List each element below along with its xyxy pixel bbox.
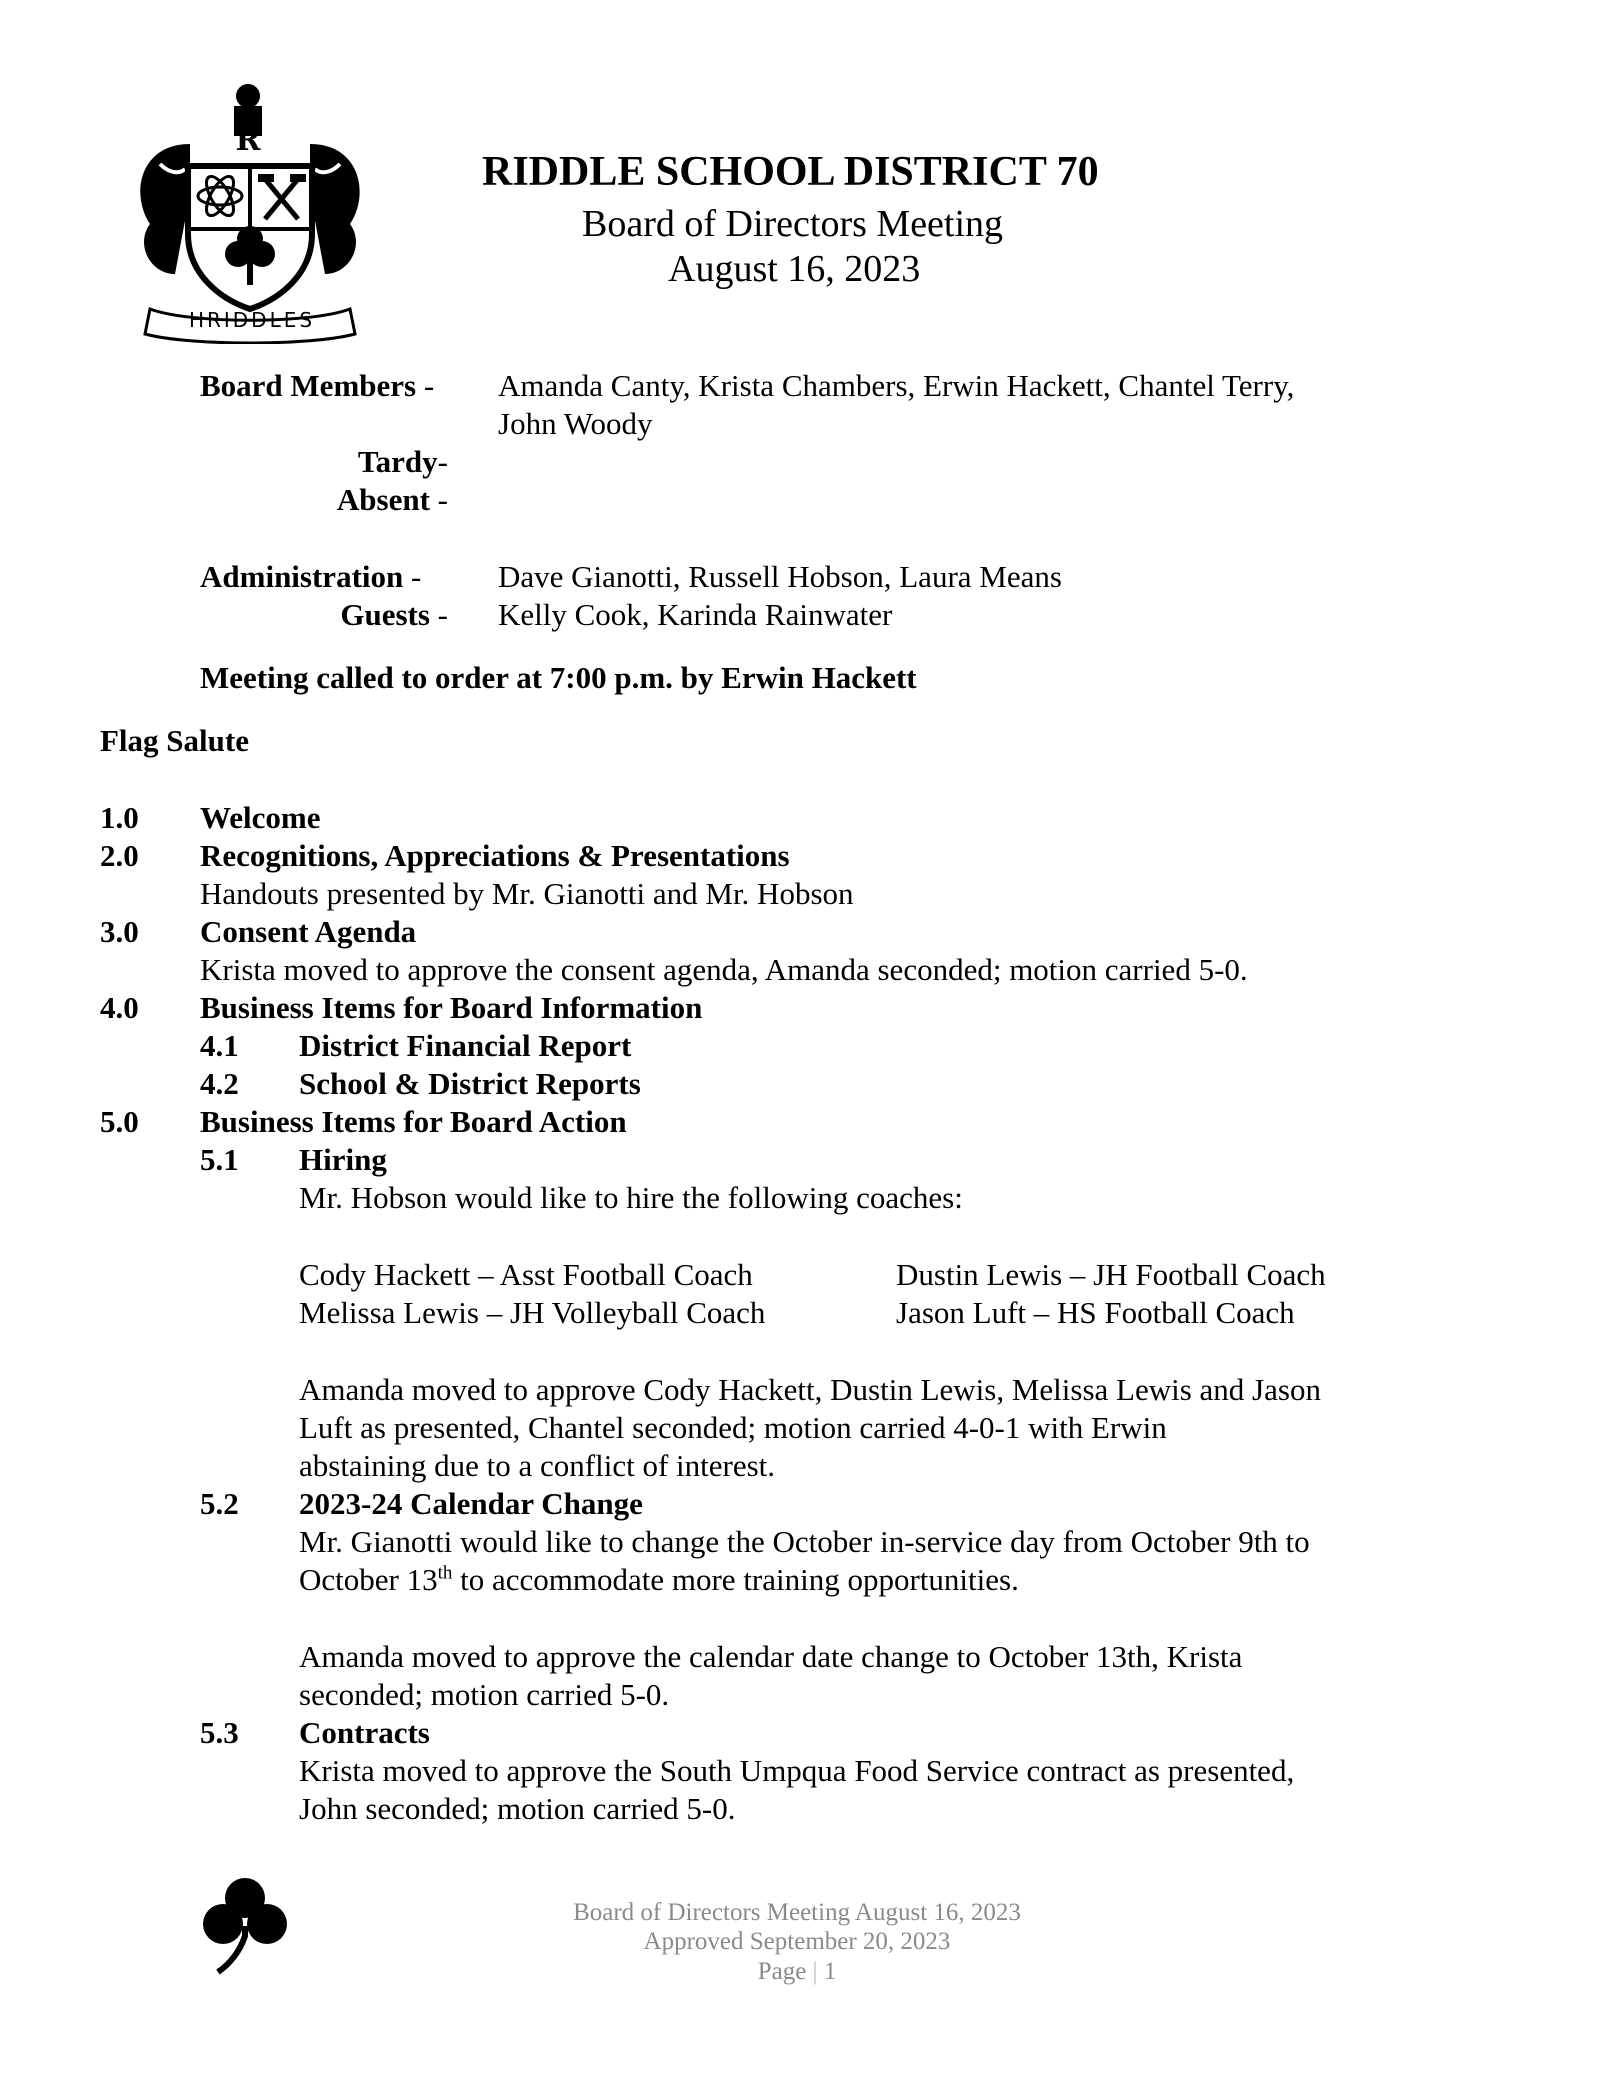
footer-meeting-line: Board of Directors Meeting August 16, 2023 <box>573 1899 1021 1926</box>
board-members-label: Board Members - <box>200 368 435 403</box>
item-title-recognitions: Recognitions, Appreciations & Presentations <box>200 838 790 873</box>
calendar-text: October 13th to accommodate more training opportunities. <box>299 1562 1019 1597</box>
subitem-number: 5.3 <box>200 1715 239 1750</box>
subitem-number: 4.1 <box>200 1028 239 1063</box>
calendar-text: Mr. Gianotti would like to change the October in-service day from October 9th to <box>299 1524 1310 1559</box>
guests-names: Kelly Cook, Karinda Rainwater <box>498 597 893 632</box>
district-title: RIDDLE SCHOOL DISTRICT 70 <box>482 149 1099 195</box>
call-to-order: Meeting called to order at 7:00 p.m. by Erwin Hackett <box>200 660 917 695</box>
coach-entry: Melissa Lewis – JH Volleyball Coach <box>299 1295 766 1330</box>
tardy-label: Tardy- <box>357 444 448 479</box>
calendar-motion: seconded; motion carried 5-0. <box>299 1677 670 1712</box>
item-title-action: Business Items for Board Action <box>200 1104 627 1139</box>
subitem-number: 5.1 <box>200 1142 239 1177</box>
svg-text:R: R <box>235 123 261 158</box>
crest-icon <box>130 74 370 344</box>
item-number: 4.0 <box>100 990 139 1025</box>
item-number: 3.0 <box>100 914 139 949</box>
shamrock-icon <box>200 1876 290 1976</box>
district-crest-logo <box>130 74 370 344</box>
item-number: 1.0 <box>100 800 139 835</box>
footer-page-number: Page | 1 <box>757 1958 837 1985</box>
item-number: 5.0 <box>100 1104 139 1139</box>
contracts-text: Krista moved to approve the South Umpqua Food Service contract as presented, <box>299 1753 1295 1788</box>
item-title-info: Business Items for Board Information <box>200 990 703 1025</box>
meeting-title: Board of Directors Meeting <box>582 203 1004 245</box>
subitem-title-contracts: Contracts <box>299 1715 430 1750</box>
recognitions-text: Handouts presented by Mr. Gianotti and Mr. Hobson <box>200 876 854 911</box>
contracts-text: John seconded; motion carried 5-0. <box>299 1791 736 1826</box>
footer-approved-line: Approved September 20, 2023 <box>643 1928 951 1955</box>
subitem-number: 5.2 <box>200 1486 239 1521</box>
hiring-motion: Luft as presented, Chantel seconded; motion carried 4-0-1 with Erwin <box>299 1410 1167 1445</box>
item-title-consent: Consent Agenda <box>200 914 417 949</box>
hiring-motion: Amanda moved to approve Cody Hackett, Dustin Lewis, Melissa Lewis and Jason <box>299 1372 1321 1407</box>
meeting-date: August 16, 2023 <box>668 248 921 290</box>
subitem-title-calendar: 2023-24 Calendar Change <box>299 1486 643 1521</box>
coach-entry: Cody Hackett – Asst Football Coach <box>299 1257 753 1292</box>
absent-label: Absent - <box>336 482 448 517</box>
guests-label: Guests - <box>340 597 448 632</box>
consent-text: Krista moved to approve the consent agenda, Amanda seconded; motion carried 5-0. <box>200 952 1248 987</box>
administration-label: Administration - <box>200 559 422 594</box>
coach-entry: Jason Luft – HS Football Coach <box>896 1295 1295 1330</box>
hiring-intro: Mr. Hobson would like to hire the following coaches: <box>299 1180 963 1215</box>
item-title-welcome: Welcome <box>200 800 321 835</box>
board-members-names: Amanda Canty, Krista Chambers, Erwin Hackett, Chantel Terry, <box>498 368 1295 403</box>
subitem-title-reports: School & District Reports <box>299 1066 641 1101</box>
coach-entry: Dustin Lewis – JH Football Coach <box>896 1257 1326 1292</box>
crest-banner-text: HRIDDLES <box>188 308 316 332</box>
hiring-motion: abstaining due to a conflict of interest. <box>299 1448 776 1483</box>
flag-salute-heading: Flag Salute <box>100 723 249 758</box>
subitem-number: 4.2 <box>200 1066 239 1101</box>
subitem-title-financial: District Financial Report <box>299 1028 632 1063</box>
subitem-title-hiring: Hiring <box>299 1142 387 1177</box>
calendar-motion: Amanda moved to approve the calendar date change to October 13th, Krista <box>299 1639 1243 1674</box>
item-number: 2.0 <box>100 838 139 873</box>
administration-names: Dave Gianotti, Russell Hobson, Laura Means <box>498 559 1062 594</box>
board-members-names-cont: John Woody <box>498 406 653 441</box>
